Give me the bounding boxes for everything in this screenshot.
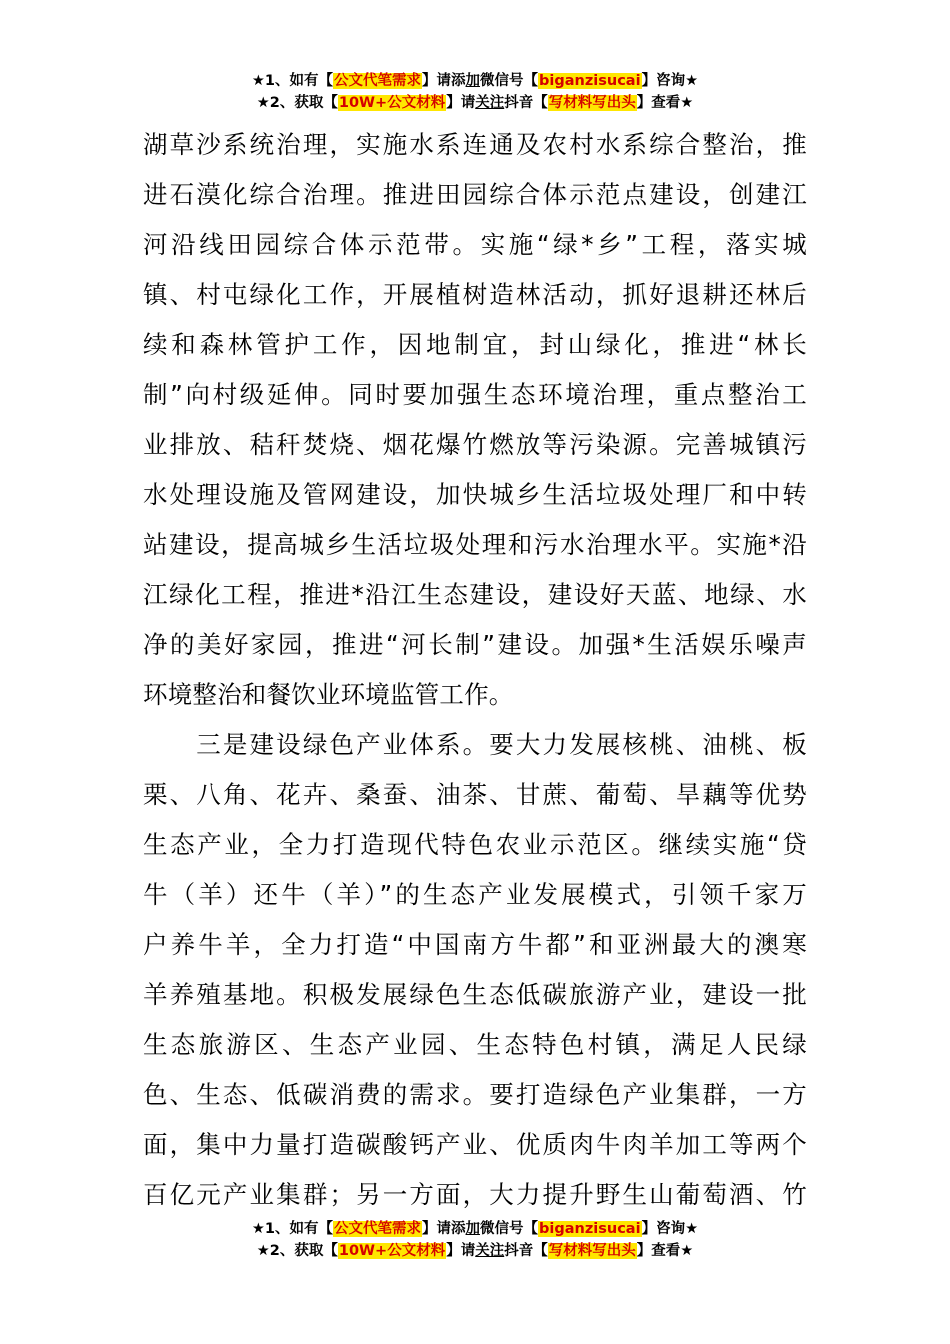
banner-text: 】请 [446,1243,476,1259]
banner-underlined-text: 加 [465,73,481,89]
text-line: 三是建设绿色产业体系。要大力发展核桃、油桃、板 [143,730,807,759]
banner-text: ★1、如有【 [251,73,334,89]
text-line: 生态旅游区、生态产业园、生态特色村镇，满足人民绿 [143,1030,807,1059]
text-line: 面，集中力量打造碳酸钙产业、优质肉牛肉羊加工等两个 [143,1130,807,1159]
footer-banner [0,1218,950,1262]
banner-highlight: biganzisucai [539,73,641,89]
banner-underlined-text: 加 [465,1221,481,1237]
text-line: 镇、村屯绿化工作，开展植树造林活动，抓好退耕还林后 [143,280,807,309]
text-line: 江绿化工程，推进*沿江生态建设，建设好天蓝、地绿、水 [143,580,807,609]
banner-text: 】请 [446,95,476,111]
banner-underlined-text: 关注 [475,1243,505,1259]
text-line: 净的美好家园，推进“河长制”建设。加强*生活娱乐噪声 [143,630,807,659]
banner-highlight: 写材料写出头 [548,1243,636,1259]
banner-highlight: 10W+公文材料 [338,1243,446,1259]
text-line: 湖草沙系统治理，实施水系连通及农村水系综合整治，推 [143,130,807,159]
text-line: 业排放、秸秆焚烧、烟花爆竹燃放等污染源。完善城镇污 [143,430,807,459]
text-line: 户养牛羊，全力打造“中国南方牛都”和亚洲最大的澳寒 [143,930,807,959]
text-line: 水处理设施及管网建设，加快城乡生活垃圾处理厂和中转 [143,480,807,509]
banner-highlight: 公文代笔需求 [334,1221,422,1237]
banner-line-2 [0,92,950,114]
banner-text: 抖音【 [504,95,548,111]
banner-text: ★2、获取【 [256,1243,338,1259]
header-banner [0,70,950,114]
text-line: 续和森林管护工作，因地制宜，封山绿化，推进“林长 [143,330,807,359]
banner-highlight: biganzisucai [539,1221,641,1237]
banner-highlight: 10W+公文材料 [338,95,446,111]
banner-text: 】请添 [422,1221,466,1237]
text-line: 环境整治和餐饮业环境监管工作。 [143,680,514,709]
text-line: 河沿线田园综合体示范带。实施“绿*乡”工程，落实城 [143,230,807,259]
text-line: 进石漠化综合治理。推进田园综合体示范点建设，创建江 [143,180,807,209]
text-line: 生态产业，全力打造现代特色农业示范区。继续实施“贷 [143,830,807,859]
text-line: 栗、八角、花卉、桑蚕、油茶、甘蔗、葡萄、旱藕等优势 [143,780,807,809]
banner-text: 】请添 [422,73,466,89]
text-line: 羊养殖基地。积极发展绿色生态低碳旅游产业，建设一批 [143,980,807,1009]
text-line: 百亿元产业集群；另一方面，大力提升野生山葡萄酒、竹 [143,1180,807,1209]
banner-text: 】查看★ [636,1243,694,1259]
banner-line-2 [0,1240,950,1262]
banner-text: 】查看★ [636,95,694,111]
banner-line-1 [0,70,950,92]
banner-text: ★1、如有【 [251,1221,334,1237]
banner-text: ★2、获取【 [256,95,338,111]
banner-underlined-text: 关注 [475,95,505,111]
banner-text: 微信号【 [480,73,539,89]
banner-text: 抖音【 [504,1243,548,1259]
banner-line-1 [0,1218,950,1240]
text-line: 色、生态、低碳消费的需求。要打造绿色产业集群，一方 [143,1080,807,1109]
banner-text: 微信号【 [480,1221,539,1237]
text-line: 制”向村级延伸。同时要加强生态环境治理，重点整治工 [143,380,807,409]
text-line: 牛（羊）还牛（羊）”的生态产业发展模式，引领千家万 [143,880,807,909]
banner-highlight: 写材料写出头 [548,95,636,111]
banner-text: 】咨询★ [641,1221,699,1237]
banner-highlight: 公文代笔需求 [334,73,422,89]
text-line: 站建设，提高城乡生活垃圾处理和污水治理水平。实施*沿 [143,530,807,559]
banner-text: 】咨询★ [641,73,699,89]
document-body [143,120,807,1220]
